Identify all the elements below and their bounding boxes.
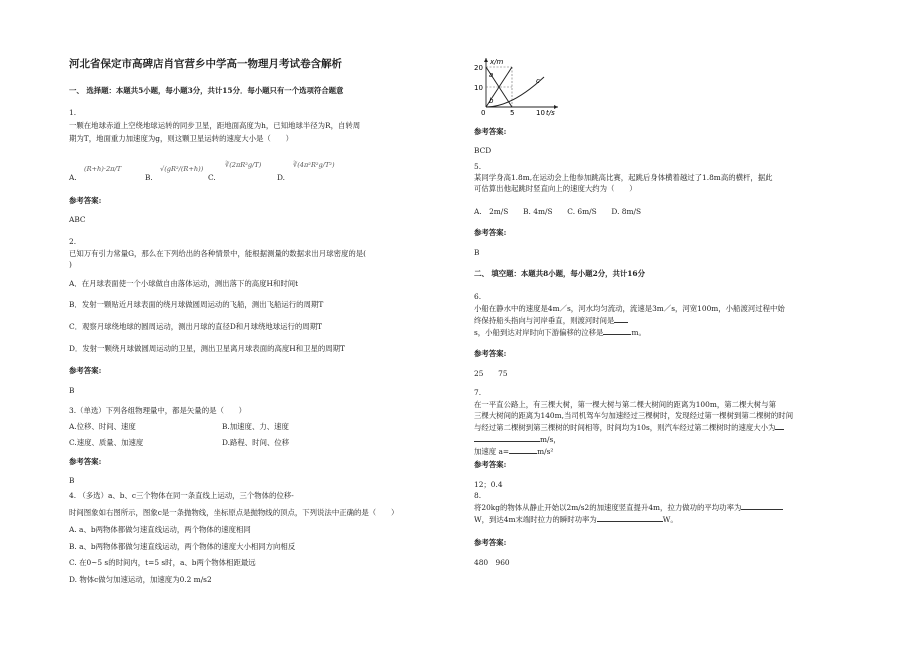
option-c: C.速度、质量、加速度: [69, 438, 144, 447]
question-text: 一颗在地球赤道上空绕地球运转的同步卫星，距地面高度为h，已知地球半径为R，自转周: [69, 121, 361, 130]
option-c: C．观察月球绕地球的圆周运动，测出月球的直径D和月球绕地球运行的周期T: [69, 322, 323, 331]
answer-heading: 参考答案:: [69, 366, 102, 375]
formula-b: √(gR²/(R+h)): [160, 165, 204, 173]
answer-heading: 参考答案:: [474, 460, 507, 469]
answer-text: ABC: [69, 215, 86, 224]
question-text: 已知万有引力常量G，那么在下列给出的各种情景中，能根据测量的数据求出月球密度的是(: [69, 249, 367, 258]
answer-text: 25 75: [474, 369, 508, 378]
answer-text: 12；0.4: [474, 480, 503, 489]
question-text: 在一平直公路上，有三棵大树，第一棵大树与第二棵大树间的距离为100m，第二棵大树与第: [474, 400, 776, 409]
x-tick: 0: [481, 109, 486, 117]
question-text: ): [69, 260, 72, 269]
option-a: A.位移、时间、速度: [69, 422, 136, 431]
question-number: 1.: [69, 108, 77, 117]
x-axis-label: t/s: [546, 109, 555, 117]
answer-text: BCD: [474, 146, 492, 155]
option-b: B.加速度、力、速度: [222, 422, 289, 431]
formula-a: (R+h)·2π/T: [84, 165, 122, 173]
question-text: 可估算出他起跳时竖直向上的速度大约为（ ）: [474, 184, 637, 193]
answer-heading: 参考答案:: [69, 196, 102, 205]
answer-text: B: [69, 386, 75, 395]
page-title: 河北省保定市高碑店肖官营乡中学高一物理月考试卷含解析: [69, 58, 342, 70]
question-number: 2.: [69, 237, 77, 246]
question-text: 期为T，地面重力加速度为g，则这颗卫星运转的速度大小是（ ）: [69, 134, 293, 143]
question-text: 将20kg的物体从静止开始以2m/s2的加速度竖直提升4m，拉力做功的平均功率为: [474, 503, 783, 513]
question-text: m/s，: [474, 435, 561, 445]
formula-c: ∛(2πR²g/T): [225, 161, 262, 169]
question-text: 时间图象如右图所示，图象c是一条抛物线，坐标原点是抛物线的顶点，下列说法中正确的是（ ）: [69, 508, 399, 517]
option-b: B.: [145, 173, 153, 182]
answer-heading: 参考答案:: [474, 538, 507, 547]
question-number: 6.: [474, 292, 482, 301]
question-text: 三棵大树间的距离为140m,当司机驾车匀加速经过三棵树时，发现经过第一棵树到第二棵树的时间: [474, 411, 794, 420]
answer-heading: 参考答案:: [474, 127, 507, 136]
option-d: D.: [277, 173, 286, 182]
option-c: C. 在0~5 s的时间内，t=5 s时，a、b两个物体相距最远: [69, 558, 256, 567]
position-time-graph: [472, 55, 562, 117]
section-heading-choice: 一、 选择题：本题共5小题，每小题3分，共计15分．每小题只有一个选项符合题意: [69, 86, 344, 95]
question-text: W，到达4m末端时拉力的瞬时功率为 W。: [474, 515, 678, 524]
answer-heading: 参考答案:: [474, 349, 507, 358]
question-text: 某同学身高1.8m,在运动会上他参加跳高比赛，起跳后身体横着越过了1.8m高的横杆，据此: [474, 173, 773, 182]
formula-d: ∛(4π²R²g/T²): [293, 161, 335, 169]
answer-heading: 参考答案:: [474, 228, 507, 237]
question-text: 加速度 a= m/s²: [474, 447, 554, 456]
question-number: 7.: [474, 388, 482, 397]
option-d: D．发射一颗绕月球做圆周运动的卫星，测出卫星离月球表面的高度H和卫星的周期T: [69, 344, 345, 353]
question-text: 3.（单选）下列各组物理量中，都是矢量的是（ ）: [69, 406, 247, 415]
question-text: 与经过第二棵树到第三棵树的时间相等，时间均为10s，则汽车经过第二棵树时的速度大小为: [474, 423, 784, 433]
answer-heading: 参考答案:: [69, 457, 102, 466]
y-tick: 20: [474, 64, 483, 72]
option-c: C.: [208, 173, 216, 182]
option-d: D. 物体c做匀加速运动，加速度为0.2 m/s2: [69, 575, 212, 584]
question-text: 终保持船头指向与河岸垂直，则渡河时间是: [474, 316, 628, 326]
x-axis-arrow: [484, 58, 488, 62]
answer-text: B: [474, 248, 480, 257]
option-a: A．在月球表面使一个小球做自由落体运动，测出落下的高度H和时间t: [69, 279, 299, 288]
option-d: D.路程、时间、位移: [222, 438, 290, 447]
question-text: s，小船到达对岸时向下游偏移的泣移是 m。: [474, 328, 646, 337]
x-tick: 10: [536, 109, 545, 117]
question-number: 8.: [474, 491, 482, 500]
option-b: B. a、b两物体都做匀速直线运动，两个物体的速度大小相同方向相反: [69, 542, 296, 551]
question-text: 4. （多选）a、b、c三个物体在同一条直线上运动，三个物体的位移-: [69, 491, 294, 500]
question-number: 5.: [474, 162, 482, 171]
line-label-a: a: [489, 71, 494, 79]
y-axis-label: x/m: [490, 58, 504, 66]
x-tick: 5: [510, 109, 515, 117]
line-label-c: c: [536, 77, 540, 85]
y-tick: 10: [474, 84, 483, 92]
question-text: 小船在静水中的速度是4m／s，河水均匀流动，流速是3m／s，河宽100m，小船渡河过程中始: [474, 304, 785, 313]
option-a: A. a、b两物体都做匀速直线运动，两个物体的速度相同: [69, 525, 251, 534]
question-options: A. 2m/S B. 4m/S C. 6m/S D. 8m/S: [474, 207, 642, 216]
option-a: A.: [69, 173, 77, 182]
answer-text: 480 960: [474, 558, 510, 567]
answer-text: B: [69, 476, 75, 485]
option-b: B．发射一颗贴近月球表面的绕月球做圆周运动的飞船，测出飞船运行的周期T: [69, 300, 324, 309]
line-label-b: b: [489, 97, 494, 105]
section-heading-fill: 二、 填空题：本题共8小题，每小题2分，共计16分: [474, 269, 645, 278]
